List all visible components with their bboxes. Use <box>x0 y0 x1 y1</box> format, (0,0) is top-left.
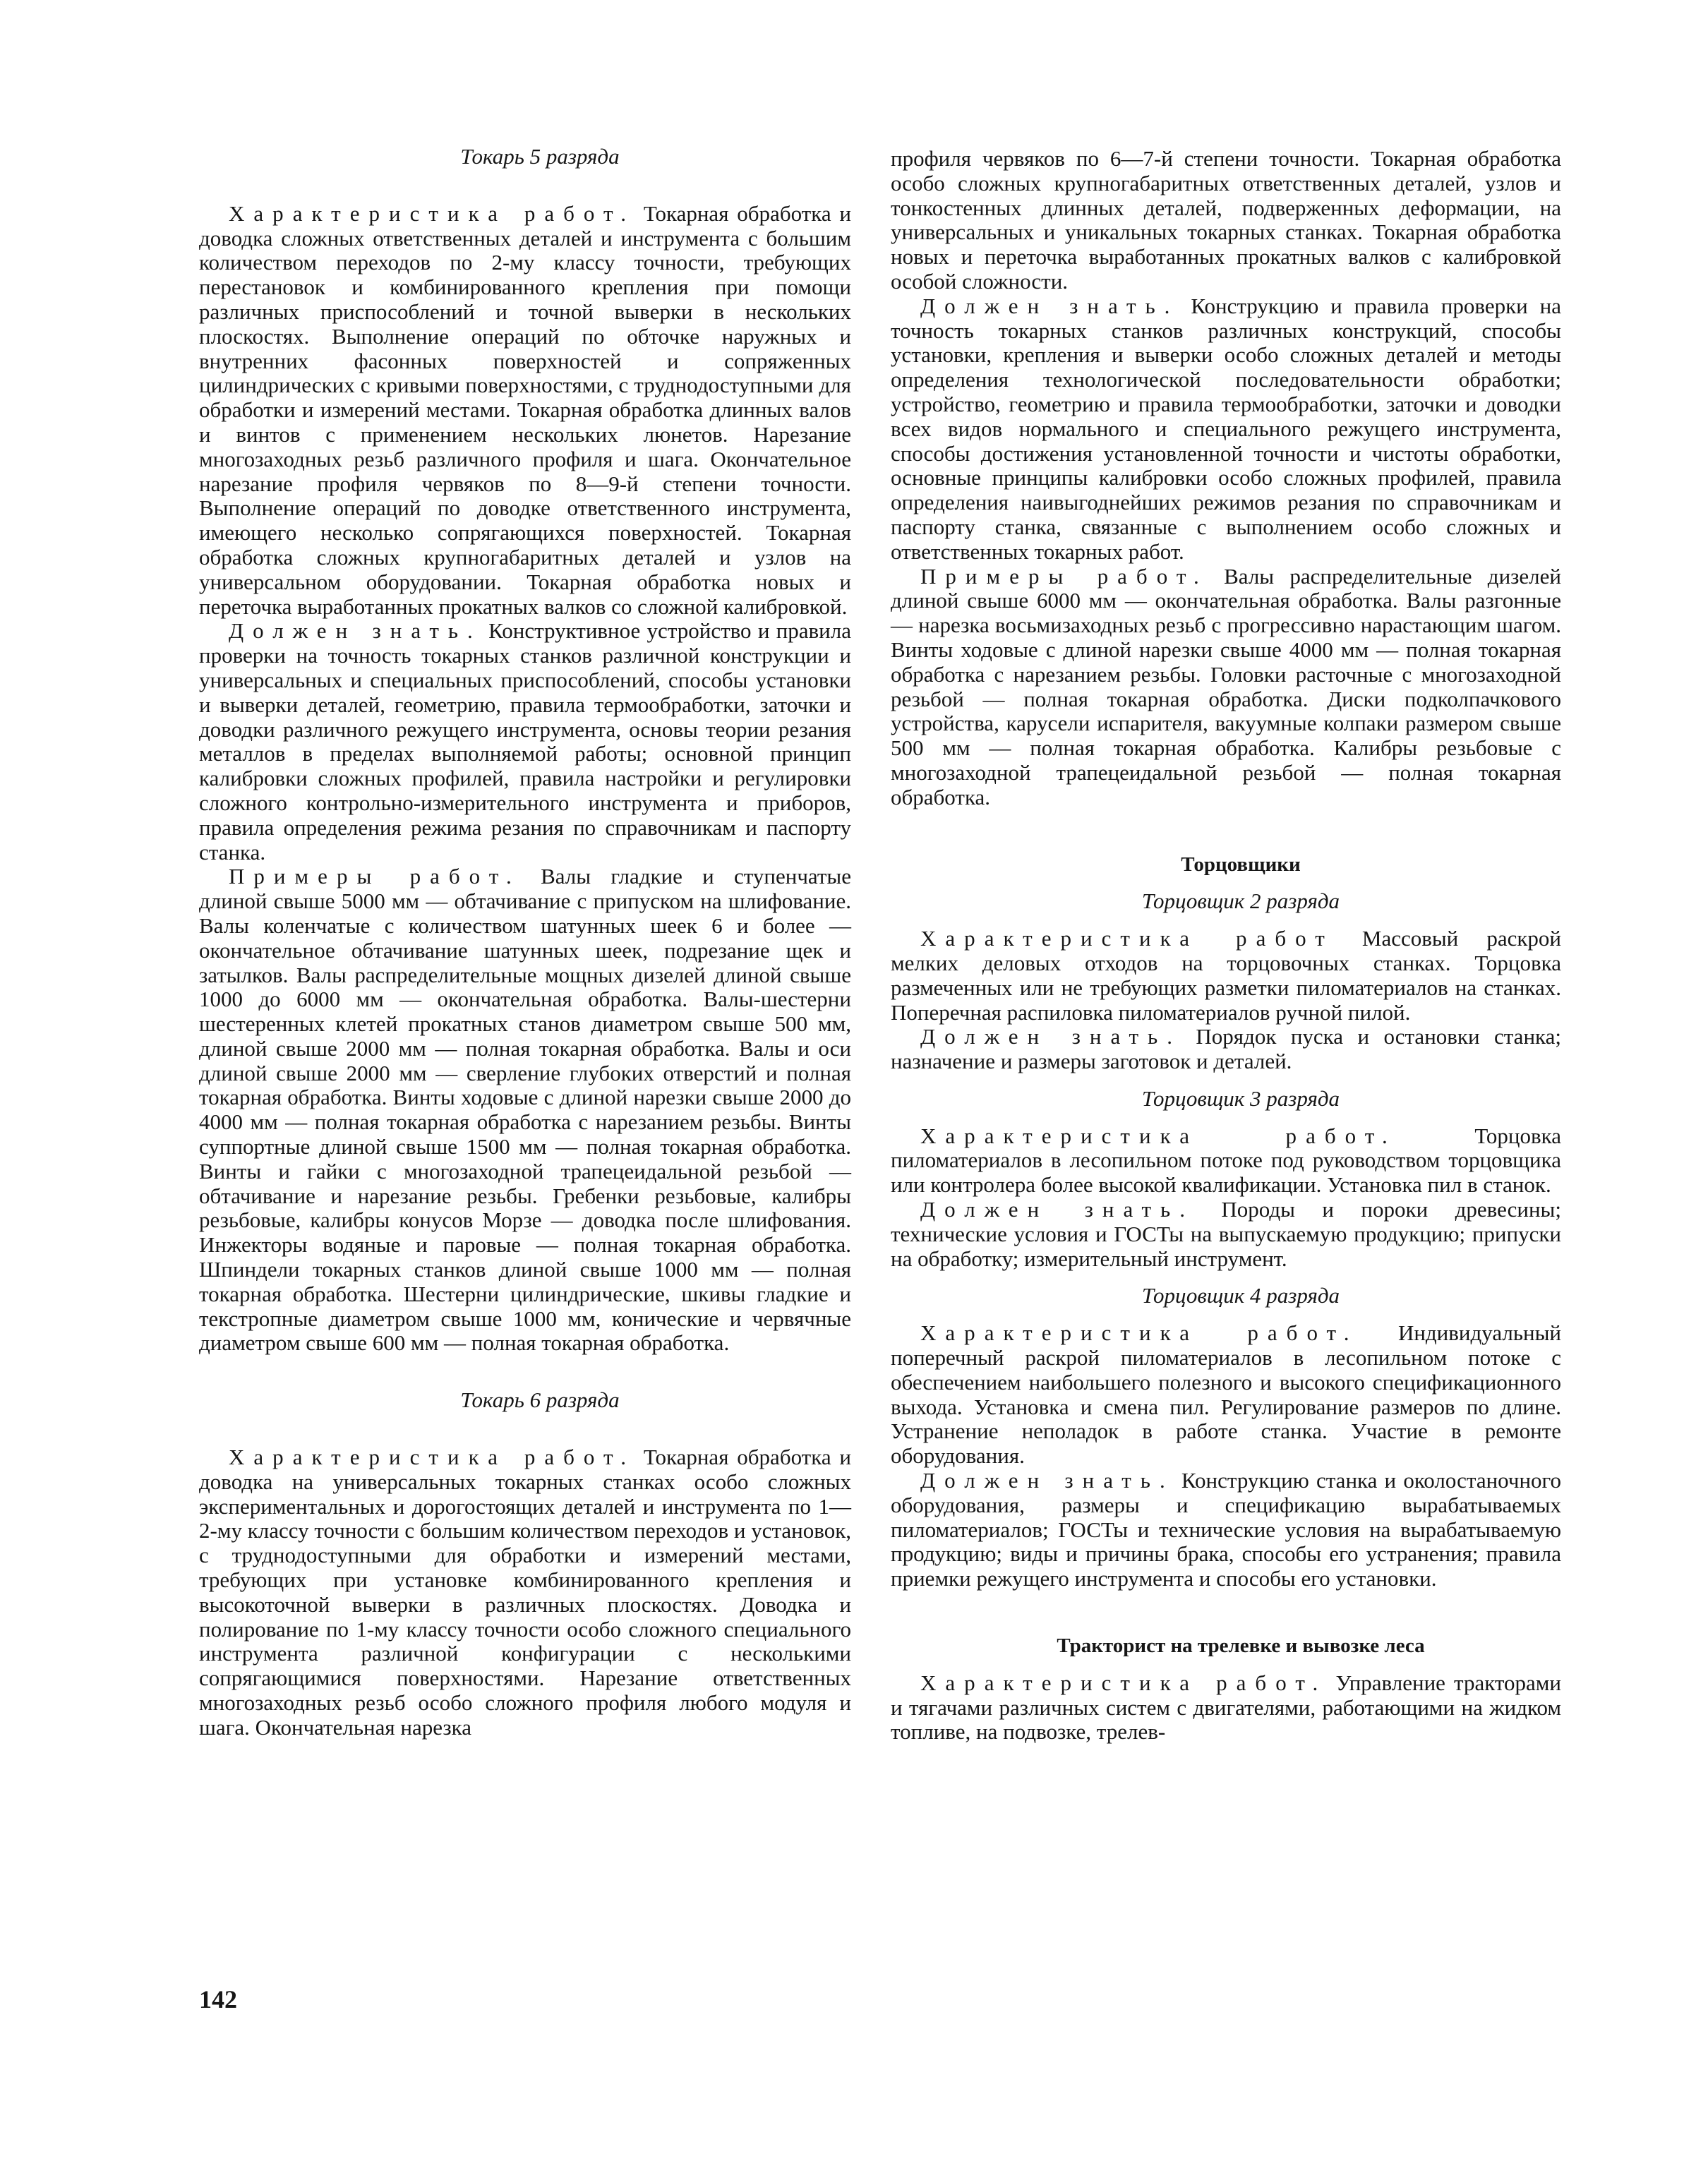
label-must-know: Должен знать. <box>920 1197 1194 1222</box>
paragraph-continued: профиля червяков по 6—7-й степени точности. Токарная обработка особо сложных крупногабаритных ответственных деталей, узлов и тонкостенных длинных деталей, подверженных деформации, на универсальных и уникальных токарных станках. Токарная обработка новых и переточка выработанных прокатных валков с калибровкой особой сложности. <box>891 146 1561 294</box>
label-must-know: Должен знать. <box>229 618 482 644</box>
text-characteristics: Управление тракторами и тягачами различных систем с двигателями, работающими на жидком топливе, на подвозке, трелев- <box>891 1670 1562 1745</box>
label-must-know: Должен знать. <box>920 1024 1181 1049</box>
paragraph-characteristics <box>891 1321 1561 1469</box>
text-characteristics: Индивидуальный поперечный раскрой пиломатериалов в лесопильном потоке с обеспечением наибольшего полезного и высокого спецификационного выхода. Установка и смена пил. Регулирование размеров по длине. Устранение неполадок в работе станка. Участие в ремонте оборудования. <box>891 1320 1562 1469</box>
section-title-turner-6: Токарь 6 разряда <box>460 1387 620 1413</box>
section-title-end-cutter-4: Торцовщик 4 разряда <box>1141 1283 1340 1308</box>
text-must-know: Конструкцию станка и околостаночного оборудования, размеры и спецификацию вырабатываемых пиломатериалов; ГОСТы и технические условия на вырабатываемую продукцию; виды и причины брака, способы его устранения; правила приемки режущего инструмента и способы его установки. <box>891 1468 1561 1591</box>
label-characteristics: Характеристика работ. <box>920 1320 1359 1346</box>
paragraph-must-know <box>891 1469 1561 1591</box>
page-number: 142 <box>199 1985 237 2013</box>
right-column <box>891 147 1561 1745</box>
label-characteristics: Характеристика работ <box>920 926 1334 951</box>
paragraph-characteristics <box>199 1445 851 1740</box>
text-must-know: Породы и пороки древесины; технические условия и ГОСТы на выпускаемую продукцию; припуски на обработку; измерительный инструмент. <box>891 1197 1561 1271</box>
label-characteristics: Характеристика работ. <box>229 200 636 226</box>
label-examples: Примеры работ. <box>920 563 1208 589</box>
paragraph-must-know <box>891 1025 1561 1074</box>
text-characteristics: Токарная обработка и доводка на универсальных токарных станках особо сложных экспериментальных и дорогостоящих деталей и инструмента по 1—2-му классу точности с большим количеством переходов и установок, с труднодоступными для обработки и измерений местами, требующих при установке комбинированного крепления и высокоточной выверки в различных плоскостях. Доводка и полирование по 1-му классу точности особо сложного специального инструмента различной конфигурации с несколькими сопрягающимися поверхностями. Нарезание ответственных многозаходных резьб особо сложного профиля любого модуля и шага. Окончательная нарезка <box>199 1445 852 1740</box>
paragraph-characteristics <box>891 1671 1561 1745</box>
text-must-know: Порядок пуска и остановки станка; назначение и размеры заготовок и деталей. <box>891 1024 1561 1074</box>
text-must-know: Конструкцию и правила проверки на точность токарных станков различных конструкций, способы установки, крепления и выверки особо сложных деталей и методы определения технологической последовательности обработки; устройство, геометрию и правила термообработки, заточки и доводки всех видов нормального и специального режущего инструмента, способы достижения установленной точности и чистоты обработки, основные принципы калибровки особо сложных профилей, правила определения наивыгоднейших режимов резания по справочникам и паспорту станка, связанные с выполнением особо сложных и ответственных токарных работ. <box>891 293 1561 564</box>
text-examples: Валы гладкие и ступенчатые длиной свыше 5000 мм — обтачивание с припуском на шлифование. Валы коленчатые с количеством шатунных шеек 6 и более — окончательное обтачивание шатунных шеек, подрезание щек и затылков. Валы распределительные мощных дизелей длиной свыше 1000 до 6000 мм — окончательная обработка. Валы-шестерни шестеренных клетей прокатных станов диаметром свыше 500 мм, длиной свыше 2000 мм — полная токарная обработка. Валы и оси длиной свыше 2000 мм — сверление глубоких отверстий и полная токарная обработка. Винты ходовые с длиной нарезки свыше 2000 до 4000 мм — полная токарная обработка с нарезанием резьбы. Винты суппортные длиной свыше 1500 мм — полная токарная обработка. Винты и гайки с многозаходной трапецеидальной резьбой — обтачивание и нарезание резьбы. Гребенки резьбовые, калибры резьбовые, калибры конусов Морзе — доводка после шлифования. Инжекторы водяные и паровые — полная токарная обработка. Шпиндели токарных станков длиной свыше 1000 мм — полная токарная обработка. Шестерни цилиндрические, шкивы гладкие и текстропные диаметром свыше 1000 мм, конические и червячные диаметром свыше 600 мм — полная токарная обработка. <box>199 864 852 1356</box>
paragraph-must-know <box>891 1198 1561 1271</box>
paragraph-characteristics <box>891 1124 1561 1198</box>
section-heading-end-cutters: Торцовщики <box>1181 853 1301 876</box>
label-characteristics: Характеристика работ. <box>920 1123 1397 1148</box>
text-examples: Валы распределительные дизелей длиной свыше 6000 мм — окончательная обработка. Валы разгонные — нарезка восьмизаходных резьб с прогрессивно нарастающим шагом. Винты ходовые с длиной нарезки свыше 4000 мм — полная токарная обработка с нарезанием резьбы. Головки расточные с многозаходной резьбой — полная токарная обработка. Диски подколпачкового устройства, карусели испарителя, вакуумные колпаки размером свыше 500 мм — полная токарная обработка. Калибры резьбовые с многозаходной трапецеидальной резьбой — полная токарная обработка. <box>891 563 1561 809</box>
text-characteristics: Токарная обработка и доводка сложных ответственных деталей и инструмента с большим количеством переходов по 2-му классу точности, требующих перестановок и комбинированного крепления при помощи различных приспособлений и точной выверки в нескольких плоскостях. Выполнение операций по обточке наружных и внутренних фасонных поверхностей и сопряженных цилиндрических с кривыми поверхностями, с труднодоступными для обработки и измерений местами. Токарная обработка длинных валов и винтов с применением нескольких люнетов. Нарезание многозаходных резьб различного профиля и шага. Окончательное нарезание профиля червяков по 8—9-й степени точности. Выполнение операций по доводке ответственного инструмента, имеющего несколько сопрягающихся поверхностей. Токарная обработка сложных крупногабаритных деталей и узлов на универсальном оборудовании. Токарная обработка новых и переточка выработанных прокатных валков со сложной калибровкой. <box>199 200 852 619</box>
label-characteristics: Характеристика работ. <box>229 1445 636 1470</box>
label-must-know: Должен знать. <box>920 1468 1174 1493</box>
paragraph-characteristics <box>891 927 1561 1025</box>
paragraph-examples <box>199 865 851 1356</box>
section-title-end-cutter-3: Торцовщик 3 разряда <box>1141 1085 1340 1111</box>
label-characteristics: Характеристика работ. <box>920 1670 1328 1695</box>
text-characteristics: Торцовка пиломатериалов в лесопильном потоке под руководством торцовщика или контролера более высокой квалификации. Установка пил в станок. <box>891 1123 1561 1198</box>
paragraph-examples <box>891 565 1561 810</box>
paragraph-must-know <box>199 619 851 865</box>
paragraph-characteristics <box>199 202 851 620</box>
text-characteristics: Массовый раскрой мелких деловых отходов на торцовочных станках. Торцовка размеченных или не требующих разметки пиломатериалов на станках. Поперечная распиловка пиломатериалов ручной пилой. <box>891 926 1561 1025</box>
text-must-know: Конструктивное устройство и правила проверки на точность токарных станков различной конструкции и универсальных и специальных приспособлений, способы установки и выверки деталей, геометрию, правила термообработки, заточки и доводки различного режущего инструмента, основы теории резания металлов в пределах выполняемой работы; основной принцип калибровки сложных профилей, правила настройки и регулировки сложного контрольно-измерительного инструмента и приборов, правила определения режима резания по справочникам и паспорту станка. <box>199 618 852 865</box>
section-heading-tractor-driver: Тракторист на трелевке и вывозке леса <box>1057 1634 1425 1658</box>
label-examples: Примеры работ. <box>229 864 521 889</box>
label-must-know: Должен знать. <box>920 293 1179 318</box>
section-title-end-cutter-2: Торцовщик 2 разряда <box>1141 889 1340 914</box>
paragraph-must-know <box>891 294 1561 565</box>
section-title-turner-5: Токарь 5 разряда <box>460 144 620 169</box>
left-column <box>199 145 851 1740</box>
